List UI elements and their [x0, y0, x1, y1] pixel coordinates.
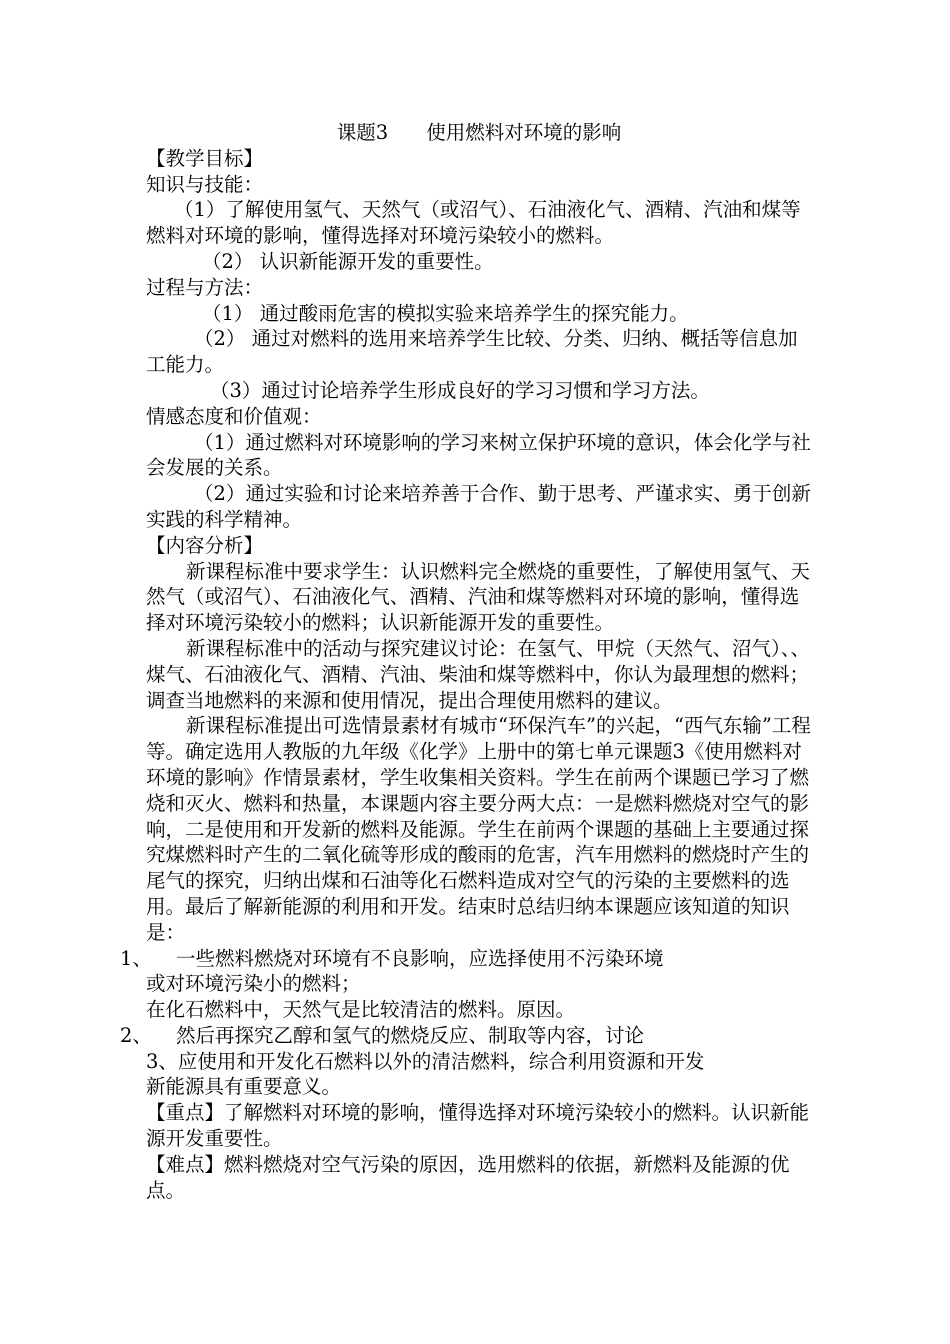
subheading-emotion: 情感态度和价值观：: [146, 404, 322, 428]
list-marker-1: 1、: [120, 946, 152, 970]
list-marker-2: 2、: [120, 1023, 152, 1047]
content-paragraph-2: 新课程标准中的活动与探究建议讨论：在氢气、甲烷（天然气、沼气）、、煤气、石油液化气、酒精、汽油、柴油和煤等燃料中，你认为最理想的燃料；调查当地燃料的来源和使用情况，提出合理使用燃料的建议。: [146, 636, 811, 712]
list-note: 在化石燃料中，天然气是比较清洁的燃料。原因。: [146, 998, 576, 1022]
section-heading-content: 【内容分析】: [146, 533, 264, 557]
title-number: 课题3: [336, 121, 389, 144]
difficult-point: [146, 1152, 812, 1204]
process-item-3: （3）通过讨论培养学生形成良好的学习习惯和学习方法。: [210, 378, 710, 402]
list-item-3: 3、应使用和开发化石燃料以外的清洁燃料，综合利用资源和开发: [146, 1049, 705, 1073]
subheading-knowledge: 知识与技能：: [146, 172, 264, 196]
content-paragraph-3: 新课程标准提出可选情景素材有城市“环保汽车”的兴起，“西气东输”工程等。确定选用人教版的九年级《化学》上册中的第七单元课题3《使用燃料对环境的影响》作情景素材，学生收集相关资料。学生在前两个课题已学习了燃烧和灭火、燃料和热量，本课题内容主要分两大点：一是燃料燃烧对空气的影响，二是使用和开发新的燃料及能源。学生在前两个课题的基础上主要通过探究煤燃料时产生的二氧化硫等形成的酸雨的危害，汽车用燃料的燃烧时产生的尾气的探究，归纳出煤和石油等化石燃料造成对空气的污染的主要燃料的选用。最后了解新能源的利用和开发。结束时总结归纳本课题应该知道的知识是：: [146, 714, 811, 944]
list-item-3-continuation: 新能源具有重要意义。: [146, 1075, 342, 1099]
key-point-label: 【重点】: [146, 1101, 225, 1125]
document-body: [120, 120, 812, 1203]
list-item-1-continuation: 或对环境污染小的燃料；: [146, 972, 361, 996]
knowledge-item-2: （2） 认识新能源开发的重要性。: [202, 249, 494, 273]
content-paragraph-1: 新课程标准中要求学生：认识燃料完全燃烧的重要性，了解使用氢气、天然气（或沼气）、石油液化气、酒精、汽油和煤等燃料对环境的影响，懂得选择对环境污染较小的燃料；认识新能源开发的重要性。: [146, 559, 811, 635]
process-item-2: （2） 通过对燃料的选用来培养学生比较、分类、归纳、概括等信息加工能力。: [146, 327, 798, 377]
list-item-2: [120, 1023, 812, 1049]
key-point: [146, 1100, 812, 1152]
emotion-item-2: （2）通过实验和讨论来培养善于合作、勤于思考、严谨求实、勇于创新实践的科学精神。: [146, 482, 811, 531]
list-text-1: 一些燃料燃烧对环境有不良影响，应选择使用不污染环境: [176, 946, 664, 970]
subheading-process: 过程与方法：: [146, 275, 264, 299]
key-point-text: 了解燃料对环境的影响，懂得选择对环境污染较小的燃料。认识新能源开发重要性。: [146, 1101, 810, 1151]
list-text-2: 然后再探究乙醇和氢气的燃烧反应、制取等内容，讨论: [176, 1023, 645, 1047]
list-item-1: [120, 946, 812, 972]
section-heading-goals: 【教学目标】: [146, 146, 264, 170]
title-text: 使用燃料对环境的影响: [426, 121, 622, 144]
knowledge-item-1: （1）了解使用氢气、天然气（或沼气）、石油液化气、酒精、汽油和煤等燃料对环境的影响，懂得选择对环境污染较小的燃料。: [146, 198, 801, 248]
difficult-point-text: 燃料燃烧对空气污染的原因，选用燃料的依据，新燃料及能源的优点。: [146, 1152, 790, 1202]
emotion-item-1: （1）通过燃料对环境影响的学习来树立保护环境的意识，体会化学与社会发展的关系。: [146, 430, 811, 480]
difficult-point-label: 【难点】: [146, 1152, 225, 1176]
document-title: [146, 120, 812, 146]
process-item-1: （1） 通过酸雨危害的模拟实验来培养学生的探究能力。: [202, 301, 689, 325]
